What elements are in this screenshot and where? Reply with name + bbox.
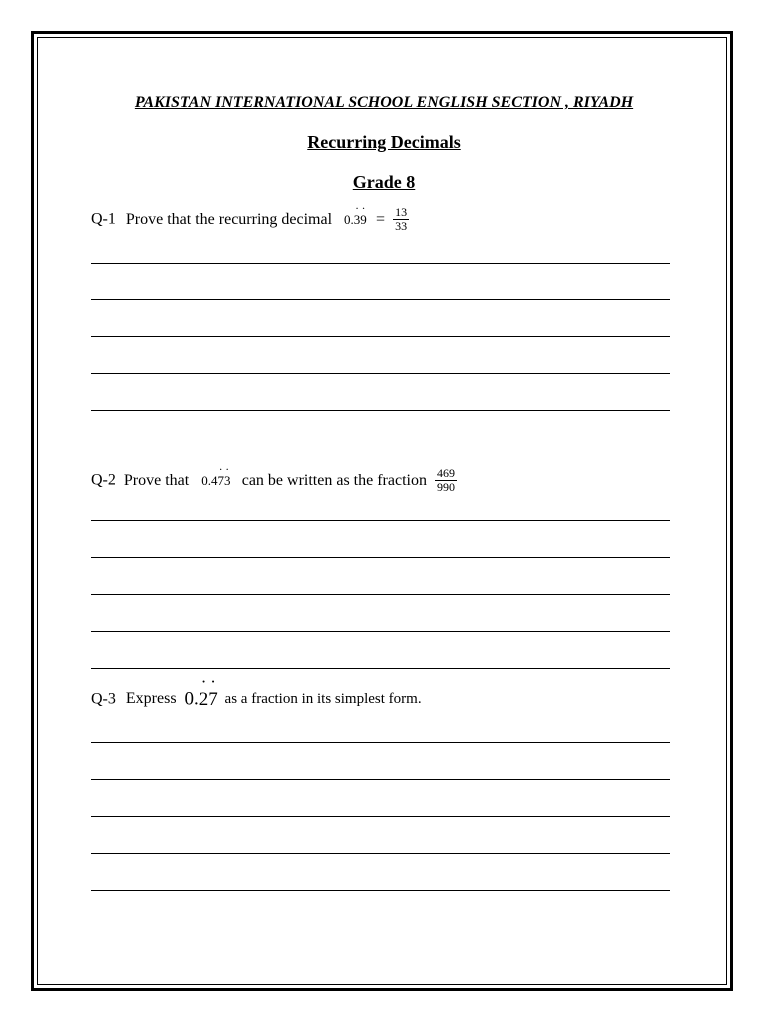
- answer-line: [91, 557, 670, 558]
- worksheet-grade: Grade 8: [352, 172, 416, 192]
- answer-line: [91, 742, 670, 743]
- decimal-prefix: 0.: [184, 688, 199, 710]
- recurring-digit: ˙ 2: [199, 689, 209, 711]
- question-2: [91, 467, 457, 494]
- question-text: can be written as the fraction: [241, 471, 427, 489]
- answer-line: [91, 890, 670, 891]
- question-3: [91, 688, 422, 711]
- decimal-prefix: 0.: [344, 212, 354, 227]
- answer-line: [91, 631, 670, 632]
- question-text: Prove that the recurring decimal: [125, 210, 333, 228]
- fraction-numerator: 469: [436, 466, 455, 480]
- fraction-numerator: 13: [395, 205, 408, 219]
- question-text: Prove that: [123, 471, 190, 489]
- question-number: Q-1: [91, 210, 116, 228]
- school-name: PAKISTAN INTERNATIONAL SCHOOL ENGLISH SECTION , RIYADH: [134, 94, 634, 111]
- answer-line: [91, 853, 670, 854]
- recurring-decimal: [185, 688, 223, 709]
- fraction-denominator: 990: [436, 480, 455, 494]
- question-number: Q-3: [91, 690, 116, 708]
- fraction: [393, 206, 409, 233]
- answer-line: [91, 668, 670, 669]
- decimal-prefix: 0.4: [201, 473, 218, 488]
- question-number: Q-2: [91, 471, 116, 489]
- answer-line: [91, 336, 670, 337]
- answer-line: [91, 779, 670, 780]
- recurring-digit: ˙ 3: [224, 473, 231, 489]
- answer-line: [91, 594, 670, 595]
- answer-line: [91, 299, 670, 300]
- question-1: [91, 206, 409, 233]
- recurring-digit: ˙ 9: [360, 212, 367, 228]
- answer-line: [91, 373, 670, 374]
- recurring-digit: ˙ 7: [217, 473, 224, 489]
- recurring-digit: ˙ 7: [208, 689, 218, 711]
- answer-line: [91, 816, 670, 817]
- recurring-digit: ˙ 3: [354, 212, 361, 228]
- recurring-decimal: [344, 211, 370, 226]
- worksheet-topic: Recurring Decimals: [307, 132, 461, 152]
- recurring-decimal: [201, 472, 234, 487]
- question-text: as a fraction in its simplest form.: [224, 690, 422, 707]
- fraction: [435, 467, 457, 494]
- answer-line: [91, 520, 670, 521]
- equals-sign: =: [376, 210, 386, 228]
- answer-line: [91, 263, 670, 264]
- fraction-denominator: 33: [395, 219, 408, 233]
- answer-line: [91, 410, 670, 411]
- question-text: Express: [125, 690, 177, 708]
